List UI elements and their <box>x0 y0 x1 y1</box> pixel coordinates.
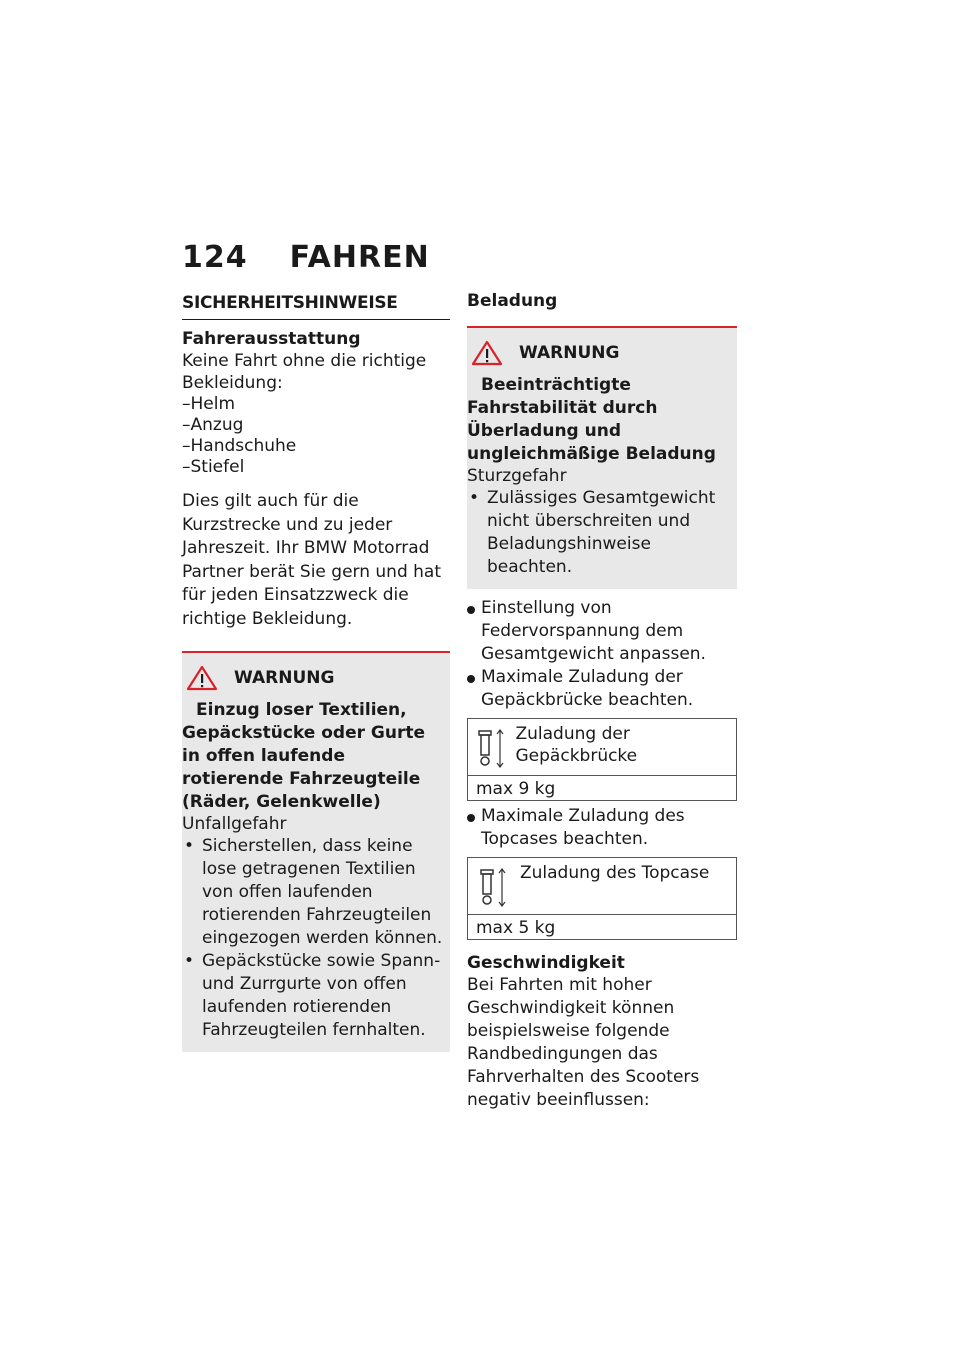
warning-label: WARNUNG <box>519 343 620 363</box>
step-item: Einstellung von Federvorspannung dem Gesamtgewicht anpassen. <box>467 597 737 666</box>
warning-title <box>467 374 733 466</box>
step-list <box>467 597 737 712</box>
list-item: –Stiefel <box>182 457 245 477</box>
spec-value: max 5 kg <box>476 918 556 938</box>
warning-triangle-icon <box>186 665 218 691</box>
warning-box <box>467 326 737 589</box>
step-item: Maximale Zuladung der Gepäckbrücke beachten. <box>467 666 737 712</box>
warning-bullets <box>467 487 733 579</box>
left-column <box>182 293 450 1052</box>
spec-value: max 9 kg <box>476 779 556 799</box>
page-number: 124 <box>182 240 248 275</box>
subsection-title: Fahrerausstattung <box>182 329 361 349</box>
warning-title <box>182 699 446 814</box>
warning-bullet: • Zulässiges Gesamtgewicht nicht überschreiten und Beladungshinweise beachten. <box>467 487 733 579</box>
spec-table-topcase <box>467 857 737 940</box>
list-item: –Helm <box>182 394 236 414</box>
intro-text: Keine Fahrt ohne die richtige Bekleidung: <box>182 351 427 393</box>
warning-header <box>467 340 733 366</box>
section-title: SICHERHEITSHINWEISE <box>182 293 450 320</box>
warning-bullet: • Sicherstellen, dass keine lose getragenen Textilien von offen laufenden rotierenden Fahrzeugteilen eingezogen werden können. <box>182 835 446 950</box>
luggage-rack-icon <box>476 727 508 771</box>
warning-header <box>182 665 446 691</box>
warning-title-text: Beeinträchtigte Fahrstabilität durch Überladung und ungleichmäßige Beladung <box>467 375 716 464</box>
body-paragraph: Dies gilt auch für die Kurzstrecke und zu jeder Jahreszeit. Ihr BMW Motorrad Partner berät Sie gern und hat für jeden Einsatzzweck die richtige Bekleidung. <box>182 491 442 629</box>
spec-table-luggage-rack <box>467 718 737 801</box>
warning-box <box>182 651 450 1052</box>
chapter-title: FAHREN <box>289 240 430 275</box>
warning-label: WARNUNG <box>234 668 335 688</box>
warning-title-text: Einzug loser Textilien, Gepäckstücke oder Gurte in offen laufende rotierende Fahrzeugteile (Räder, Gelenkwelle) <box>182 700 426 812</box>
warning-bullets <box>182 835 446 1042</box>
warning-bullet: • Gepäckstücke sowie Spann- und Zurrgurte von offen laufenden rotierenden Fahrzeugteilen fernhalten. <box>182 950 446 1042</box>
subsection-title: Geschwindigkeit <box>467 953 625 973</box>
warning-consequence: Unfallgefahr <box>182 814 287 834</box>
topcase-icon <box>478 866 510 910</box>
warning-triangle-icon <box>471 340 503 366</box>
clothing-list <box>182 394 450 478</box>
list-item: –Anzug <box>182 415 244 435</box>
warning-consequence: Sturzgefahr <box>467 466 567 486</box>
body-paragraph: Bei Fahrten mit hoher Geschwindigkeit können beispielsweise folgende Randbedingungen das Fahrverhalten des Scooters negativ beeinflussen: <box>467 975 700 1110</box>
list-item: –Handschuhe <box>182 436 297 456</box>
page-header <box>182 240 430 275</box>
right-column <box>467 290 737 1112</box>
spec-label: Zuladung der Gepäckbrücke <box>515 724 638 766</box>
subsection-title: Beladung <box>467 291 558 311</box>
step-list <box>467 805 737 851</box>
step-item: Maximale Zuladung des Topcases beachten. <box>467 805 737 851</box>
spec-label: Zuladung des Topcase <box>520 863 710 883</box>
